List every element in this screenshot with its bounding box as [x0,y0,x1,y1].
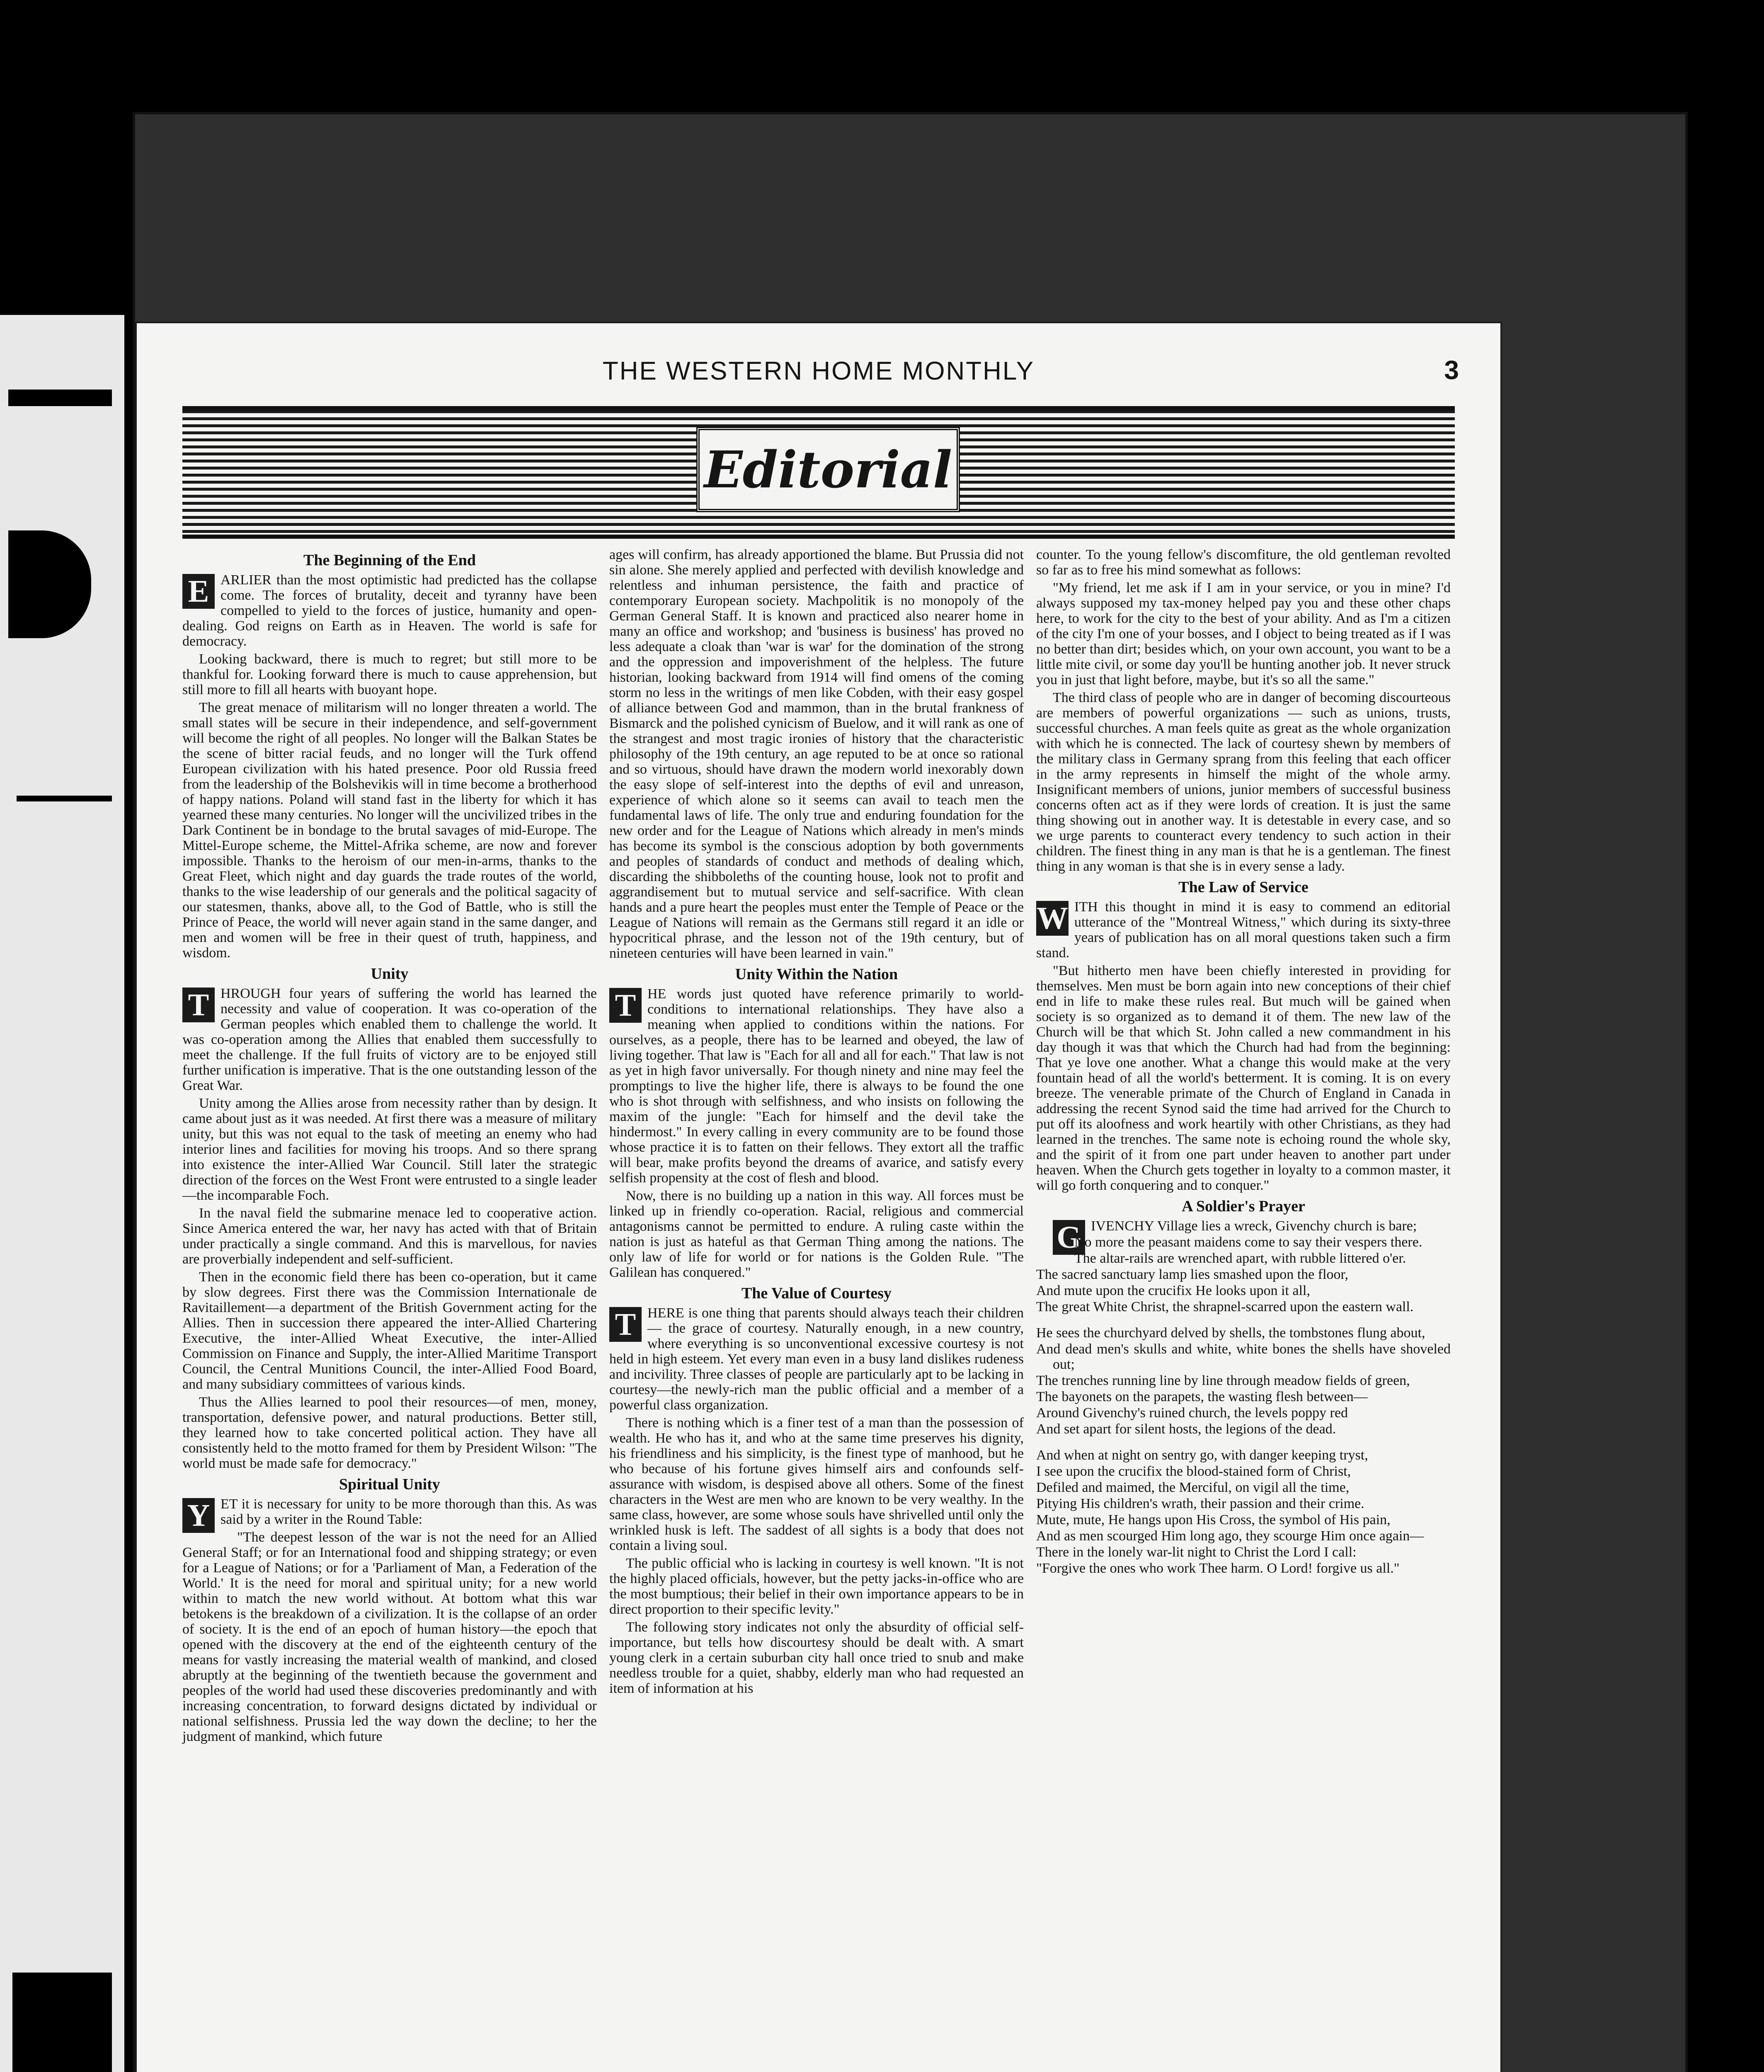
article-heading: Unity Within the Nation [735,966,898,983]
column-1 [182,547,597,1747]
poem-line: There in the lonely war-lit night to Christ the Lord I call: [1036,1544,1357,1560]
drop-cap: E [182,574,215,609]
banner-title: Editorial [704,440,952,499]
running-header [174,352,1463,394]
article-paragraph: W ITH this thought in mind it is easy to commend an editorial utterance of the "Montreal Witness," which during its sixty-three years of publication has on all moral questions taken such a firm stand. [1036,899,1451,961]
poem-line: And when at night on sentry go, with danger keeping tryst, [1036,1447,1368,1463]
poem-line: He sees the churchyard delved by shells, the tombstones flung about, [1036,1325,1425,1341]
poem-line: The altar-rails are wrenched apart, with rubble littered o'er. [1074,1251,1406,1266]
column-2 [609,547,1024,1699]
article-paragraph: The third class of people who are in danger of becoming discourteous are members of powerful organizations — such as unions, trusts, successful churches. A man feels quite as great as the whole organization with which he is connected. The lack of courtesy shewn by members of the military class in Germany sprang from this feeling that each officer in the army represents in himself the might of the whole army. Insignificant members of unions, junior members of successful business concerns often act as if they were lords of creation. It is just the same thing showing out in another way. It is detestable in every case, and so we urge parents to counteract every tendency to such action in their children. The finest thing in any man is that he is a gentleman. The finest thing in any woman is that she is in every sense a lady. [1036,690,1451,874]
poem-line: The sacred sanctuary lamp lies smashed upon the floor, [1036,1267,1349,1282]
article-heading: Unity [371,965,409,983]
article-paragraph: T HERE is one thing that parents should always teach their children — the grace of courtesy. Naturally enough, in a new country, where everything is so unconventional excessive courtesy is not held in high esteem. Yet every man even in a busy land dislikes rudeness and incivility. Three classes of people are particularly apt to be lacking in courtesy—the newly-rich man the public official and a member of a powerful class organization. [609,1305,1024,1413]
article-paragraph: Y ET it is necessary for unity to be more thorough than this. As was said by a writer in the Round Table: [182,1496,597,1527]
article-paragraph: There is nothing which is a finer test of a man than the possession of wealth. He who has it, and who at the same time preserves his dignity, his friendliness and his simplicity, is the finest type of manhood, but he who because of his fortune gives himself airs and confounds self-assurance with wisdom, is despised above all others. Some of the finest characters in the West are men who are known to be very wealthy. In the same class, however, are some whose souls have shrivelled until only the wrinkled husk is left. The saddest of all sights is a body that does not contain a living soul. [609,1415,1024,1553]
poem-line: The great White Christ, the shrapnel-scarred upon the eastern wall. [1036,1299,1414,1314]
drop-cap: G [1053,1220,1085,1255]
article-paragraph: The great menace of militarism will no longer threaten a world. The small states will be secure in their independence, and self-government will become the right of all peoples. No longer will the Balkan States be the scene of bitter racial feuds, and no longer will the Turk offend European civilization with his hated presence. Poor old Russia freed from the leadership of the Bolshevikis will in time become a brotherhood of happy nations. Poland will stand fast in the liberty for which it has yearned these many centuries. No longer will the uncivilized tribes in the Dark Continent be in bondage to the brutal savages of mid-Europe. The Mittel-Europe scheme, the Mittel-Afrika scheme, are now and forever impossible. Thanks to the heroism of our men-in-arms, thanks to the Great Fleet, which night and day guards the trade routes of the world, thanks to the wise leadership of our generals and the political sagacity of our statesmen, thanks, above all, to the God of Battle, who is still the Prince of Peace, the world will never again stand in the same danger, and men and women will be free in their quest of truth, happiness, and wisdom. [182,700,597,961]
drop-cap: W [1037,901,1068,936]
poem-line: And mute upon the crucifix He looks upon it all, [1036,1283,1310,1298]
drop-cap: T [609,1307,642,1342]
article-paragraph: The public official who is lacking in courtesy is well known. "It is not the highly placed officials, however, but the petty jacks-in-office who are the most bumptious; their belief in their own importance appears to be in direct proportion to their specific levity." [609,1556,1024,1617]
poem-line: The bayonets on the parapets, the wasting flesh between— [1036,1389,1368,1404]
poem-line: Pitying His children's wrath, their passion and their crime. [1036,1496,1364,1511]
magazine-page [137,323,1500,2072]
poem-line: The trenches running line by line through meadow fields of green, [1036,1373,1410,1388]
article-paragraph: "My friend, let me ask if I am in your service, or you in mine? I'd always supposed my tax-money helped pay you and these other chaps here, to work for the city to the best of your ability. And as I'm a citizen of the city I'm one of your bosses, and I object to being treated as if I was no better than dirt; besides which, on your own account, you want to be a little mite civil, or some day you'll be hunting another job. It never struck you in just that light before, maybe, but it's so all the same." [1036,580,1451,687]
article-paragraph: Unity among the Allies arose from necessity rather than by design. It came about just as it was needed. At first there was a measure of military unity, but this was not equal to the task of meeting an enemy who had interior lines and facilities for moving his troops. And so there sprang into existence the inter-Allied War Council. Still later the strategic direction of the forces on the West Front were entrusted to a single leader—the incomparable Foch. [182,1096,597,1203]
article-paragraph: T HE words just quoted have reference primarily to world-conditions to international relationships. They have also a meaning when applied to conditions within the nations. For ourselves, as a people, there has to be learned and obeyed, the law of living together. That law is "Each for all and all for each." That law is not as yet in high favor universally. For though ninety and nine may feel the promptings to live the higher life, there is always to be found the one who is shot through with selfishness, and who insists on following the maxim of the jungle: "Each for himself and the devil take the hindermost." In every calling in every community are to be found those whose practice it is to fatten on their fellows. They extort all the traffic will bear, make profits beyond the dreams of avarice, and satisfy every selfish propensity at the cost of flesh and blood. [609,986,1024,1186]
poem-line: I see upon the crucifix the blood-stained form of Christ, [1036,1464,1351,1479]
article-paragraph: In the naval field the submarine menace led to cooperative action. Since America entered the war, her navy has acted with that of Britain under practically a single command. And this is marvellous, for navies are proverbially independent and self-sufficient. [182,1205,597,1267]
magazine-title: THE WESTERN HOME MONTHLY [602,357,1035,385]
poem-line: And as men scourged Him long ago, they scourge Him once again— [1036,1528,1424,1544]
stanza-break [1036,1315,1451,1325]
drop-cap: Y [182,1498,215,1533]
article-heading: The Beginning of the End [303,552,476,569]
article-paragraph: The following story indicates not only the absurdity of official self-importance, but tells how discourtesy should be dealt with. A smart young clerk in a certain suburban city hall once tried to snub and make needless trouble for a quiet, shabby, elderly man who had requested an item of information at his [609,1619,1024,1696]
article-heading: Spiritual Unity [339,1476,440,1493]
poem [1036,1218,1451,1576]
article-paragraph: Then in the economic field there has been co-operation, but it came by slow degrees. First there was the Commission Internationale de Ravitaillement—a department of the British Government acting for the Allies. Then in succession there appeared the inter-Allied Chartering Executive, the inter-Allied Wheat Executive, the inter-Allied Commission on Finance and Supply, the inter-Allied Maritime Transport Council, the Central Munitions Council, the inter-Allied Food Board, and many subsidiary committees of various kinds. [182,1269,597,1392]
page-number: 3 [1444,355,1459,385]
poem-line: And dead men's skulls and white, white bones the shells have shoveled out; [1036,1341,1451,1372]
poem-line: Around Givenchy's ruined church, the levels poppy red [1036,1405,1348,1421]
stanza-break [1036,1438,1451,1447]
article-paragraph: ages will confirm, has already apportioned the blame. But Prussia did not sin alone. She merely applied and perfected with devilish knowledge and relentless and inhuman persistence, the faith and practice of contemporary European society. Machpolitik is no monopoly of the German General Staff. It is known and practiced also nearer home in many an office and workshop; and 'business is business' has proved no less adequate a cloak than 'war is war' for the domination of the strong and the oppression and impoverishment of the helpless. The future historian, looking backward from 1914 will find omens of the coming storm no less in the writings of men like Cobden, with their easy gospel of alliance between God and mammon, than in the brutal frankness of Bismarck and the polished cynicism of Buelow, and it will rank as one of the strangest and most tragic ironies of history that the characteristic philosophy of the 19th century, an age reputed to be at once so rational and so virtuous, should have drawn the modern world inexorably down the easy slope of self-interest into the depths of evil and unreason, experience of which alone so it seems can avail to teach men the fundamental laws of life. The only true and enduring foundation for the new order and for the League of Nations which already in men's minds has become its symbol is the conscious adoption by both governments and peoples of standards of conduct and methods of dealing which, discarding the shibboleths of the counting house, look not to profit and aggrandisement but to mutual service and self-sacrifice. With clean hands and a pure heart the peoples must enter the Temple of Peace or the League of Nations will remain as the Germans still regard it an idle or hypocritical phrase, and the lesson not of the 19th century, but of nineteen centuries will have been learned in vain." [609,547,1024,961]
poem-line: No more the peasant maidens come to say their vespers there. [1074,1234,1422,1250]
article-paragraph: Now, there is no building up a nation in this way. All forces must be linked up in friendly co-operation. Racial, religious and commercial antagonisms cannot be permitted to endure. A ruling caste within the nation is just as hateful as that German Thing among the nations. The only law of life for world or for nations is the Golden Rule. "The Galilean has conquered." [609,1188,1024,1280]
poem-line: Defiled and maimed, the Merciful, on vigil all the time, [1036,1480,1350,1495]
article-heading: The Value of Courtesy [741,1285,892,1302]
article-paragraph: "The deepest lesson of the war is not the need for an Allied General Staff; or for an International food and shipping strategy; or even for a League of Nations; or for a 'Parliament of Man, a Federation of the World.' It is the need for moral and spiritual unity; for a new world within to match the new world without. At bottom what this war betokens is the breakdown of a civilization. It is the collapse of an order of society. It is the end of an epoch of human history—the epoch that opened with the discovery at the end of the eighteenth century of the means for vastly increasing the material wealth of mankind, and closed abruptly at the beginning of the twentieth because the government and peoples of the world had used these discoveries predominantly and with increasing concentration, to forward designs dictated by individual or national selfishness. Prussia led the way down the decline; to her the judgment of mankind, which future [182,1530,597,1744]
article-paragraph: counter. To the young fellow's discomfiture, the old gentleman revolted so far as to free his mind somewhat as follows: [1036,547,1451,578]
article-heading: A Soldier's Prayer [1182,1198,1305,1215]
drop-cap: T [182,988,215,1022]
drop-cap: T [609,988,642,1023]
column-3 [1036,547,1451,1577]
article-paragraph: "But hitherto men have been chiefly interested in providing for themselves. Men must be born again into new conceptions of their chief end in life to make these rules real. But much will be gained when society is so organized as to demand it of them. The new law of the Church will be that which St. John called a new commandment in his day though it was that which the Church had had from the beginning: That ye love one another. What a change this would make at the very fountain head of all the world's betterment. It is coming. It is on every breeze. The venerable primate of the Church of England in Canada in addressing the recent Synod said the time had arrived for the Church to put off its aloofness and work heartily with other Christians, as they had learned in the trenches. The same note is echoing round the whole sky, and the spirit of it from one part under heaven to another part under heaven. When the Church gets together in loyalty to a common master, it will go forth conquering and to conquer." [1036,963,1451,1193]
article-paragraph: T HROUGH four years of suffering the world has learned the necessity and value of cooperation. It was co-operation of the German peoples which enabled them to challenge the world. It was co-operation among the Allies that enabled them successfully to meet the challenge. If the full fruits of victory are to be enjoyed still further unification is imperative. That is the one outstanding lesson of the Great War. [182,986,597,1093]
article-paragraph: E ARLIER than the most optimistic had predicted has the collapse come. The forces of brutality, deceit and tyranny have been compelled to yield to the forces of justice, humanity and open-dealing. God reigns on Earth as in Heaven. The world is safe for democracy. [182,572,597,649]
article-paragraph: Thus the Allies learned to pool their resources—of men, money, transportation, defensive power, and natural productions. Better still, they learned how to take concerted political action. They have all consistently held to the motto framed for them by President Wilson: "The world must be made safe for democracy." [182,1394,597,1471]
poem-line: And set apart for silent hosts, the legions of the dead. [1036,1421,1336,1437]
poem-line: G IVENCHY Village lies a wreck, Givenchy church is bare; [1036,1218,1451,1234]
article-heading: The Law of Service [1178,879,1308,896]
banner-plate [696,427,960,512]
adjacent-page-edge [0,315,130,2072]
article-paragraph: Looking backward, there is much to regret; but still more to be thankful for. Looking forward there is much to cause apprehension, but still more to fill all hearts with buoyant hope. [182,651,597,697]
editorial-banner [182,406,1455,539]
poem-line: "Forgive the ones who work Thee harm. O Lord! forgive us all." [1036,1561,1400,1576]
poem-line: Mute, mute, He hangs upon His Cross, the symbol of His pain, [1036,1512,1391,1527]
